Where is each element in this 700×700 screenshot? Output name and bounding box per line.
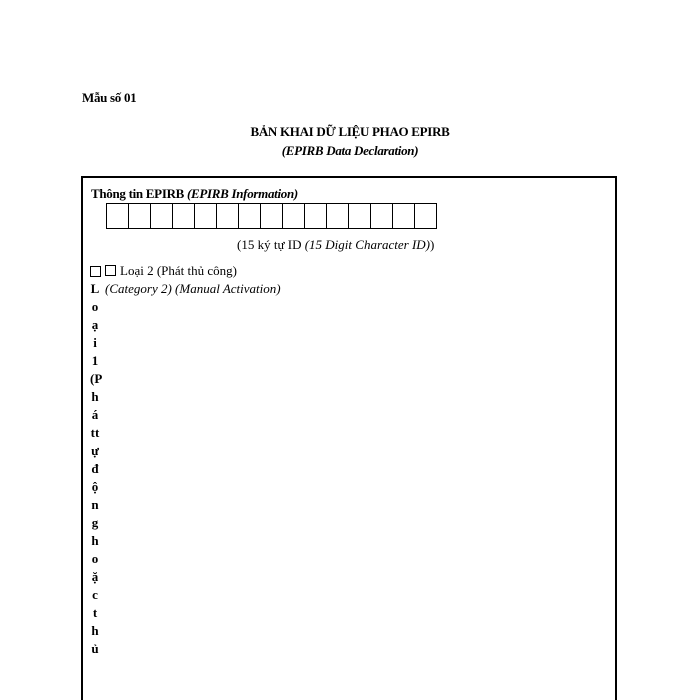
category1-label: Loại1(Pháttựđộnghoặcthủ: [90, 281, 103, 656]
id-character-cell[interactable]: [194, 203, 217, 229]
id-character-cell[interactable]: [216, 203, 239, 229]
category2-option: [105, 263, 237, 279]
id-character-cell[interactable]: [150, 203, 173, 229]
epirb-information-box: [81, 176, 617, 700]
form-number: Mẫu số 01: [82, 90, 137, 105]
id-character-cell[interactable]: [172, 203, 195, 229]
id-character-cell[interactable]: [304, 203, 327, 229]
id-character-cell[interactable]: [260, 203, 283, 229]
id-caption: [237, 237, 434, 253]
id-caption-en: (15 Digit Character ID): [304, 237, 431, 252]
id-character-cell[interactable]: [348, 203, 371, 229]
id-character-cell[interactable]: [238, 203, 261, 229]
category2-label-english: (Category 2) (Manual Activation): [105, 281, 281, 296]
id-character-cell[interactable]: [326, 203, 349, 229]
document-title: BẢN KHAI DỮ LIỆU PHAO EPIRB: [250, 124, 450, 139]
category2-label: Loại 2 (Phát thủ công): [120, 263, 237, 278]
id-caption-vi: (15 ký tự ID: [237, 237, 305, 252]
id-caption-close: ): [430, 237, 435, 252]
id-character-cell[interactable]: [392, 203, 415, 229]
id-character-cell[interactable]: [370, 203, 393, 229]
section-label-en: (EPIRB Information): [186, 186, 298, 201]
category1-checkbox[interactable]: [90, 266, 101, 277]
section-label-vi: Thông tin EPIRB: [91, 186, 187, 201]
epirb-id-input[interactable]: [106, 203, 437, 229]
id-character-cell[interactable]: [414, 203, 437, 229]
id-character-cell[interactable]: [106, 203, 129, 229]
id-character-cell[interactable]: [282, 203, 305, 229]
id-character-cell[interactable]: [128, 203, 151, 229]
document-title-english: (EPIRB Data Declaration): [281, 143, 419, 158]
category2-checkbox[interactable]: [105, 265, 116, 276]
section-label: [91, 186, 298, 202]
